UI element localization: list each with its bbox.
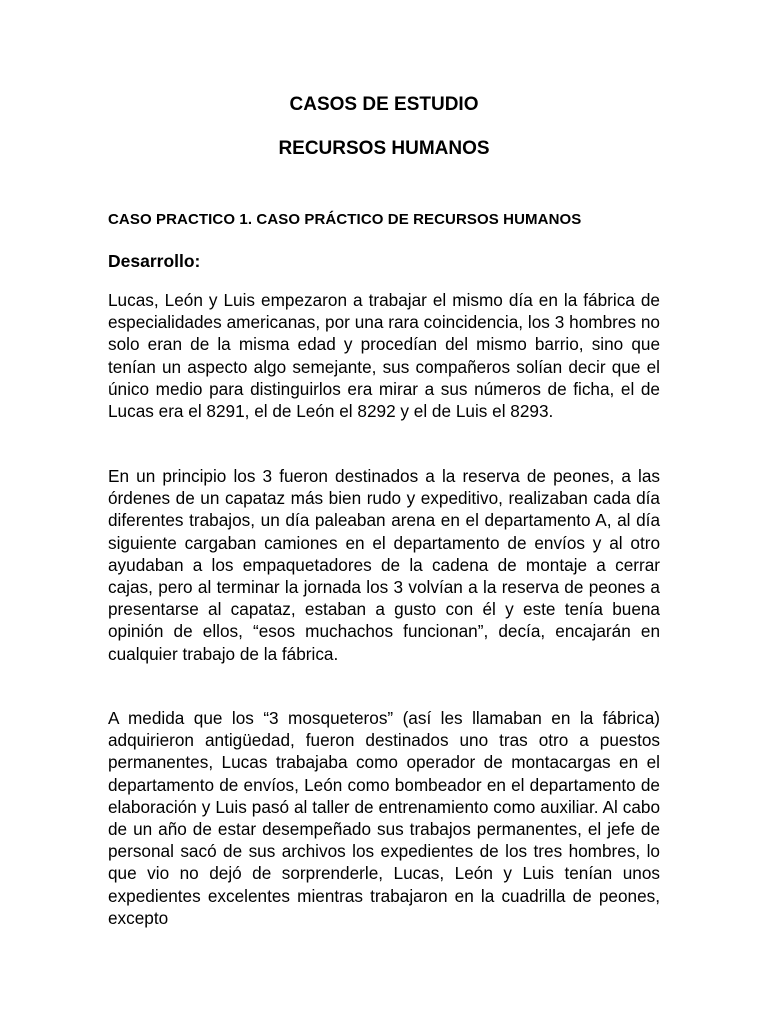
- section-heading: Desarrollo:: [108, 251, 201, 271]
- paragraph-1: Lucas, León y Luis empezaron a trabajar el mismo día en la fábrica de especialidades americanas, por una rara coincidencia, los 3 hombres no solo eran de la misma edad y procedían del mismo barrio, sino que tenían un aspecto algo semejante, sus compañeros solían decir que el único medio para distinguirlos era mirar a sus números de ficha, el de Lucas era el 8291, el de León el 8292 y el de Luis el 8293.: [108, 290, 660, 422]
- case-heading: CASO PRACTICO 1. CASO PRÁCTICO DE RECURSOS HUMANOS: [108, 211, 582, 228]
- document-subtitle: RECURSOS HUMANOS: [278, 138, 490, 159]
- paragraph-3: A medida que los “3 mosqueteros” (así les llamaban en la fábrica) adquirieron antigüedad, fueron destinados uno tras otro a puestos permanentes, Lucas trabajaba como operador de montacargas en el departamento de envíos, León como bombeador en el departamento de elaboración y Luis pasó al taller de entrenamiento como auxiliar. Al cabo de un año de estar desempeñado sus trabajos permanentes, el jefe de personal sacó de sus archivos los expedientes de los tres hombres, lo que vio no dejó de sorprenderle, Lucas, León y Luis tenían unos expedientes excelentes mientras trabajaron en la cuadrilla de peones, excepto: [108, 708, 660, 928]
- document-title: CASOS DE ESTUDIO: [289, 94, 479, 115]
- paragraph-2: En un principio los 3 fueron destinados a la reserva de peones, a las órdenes de un capataz más bien rudo y expeditivo, realizaban cada día diferentes trabajos, un día paleaban arena en el departamento A, al día siguiente cargaban camiones en el departamento de envíos y al otro ayudaban a los empaquetadores de la cadena de montaje a cerrar cajas, pero al terminar la jornada los 3 volvían a la reserva de peones a presentarse al capataz, estaban a gusto con él y este tenía buena opinión de ellos, “esos muchachos funcionan”, decía, encajarán en cualquier trabajo de la fábrica.: [108, 466, 660, 664]
